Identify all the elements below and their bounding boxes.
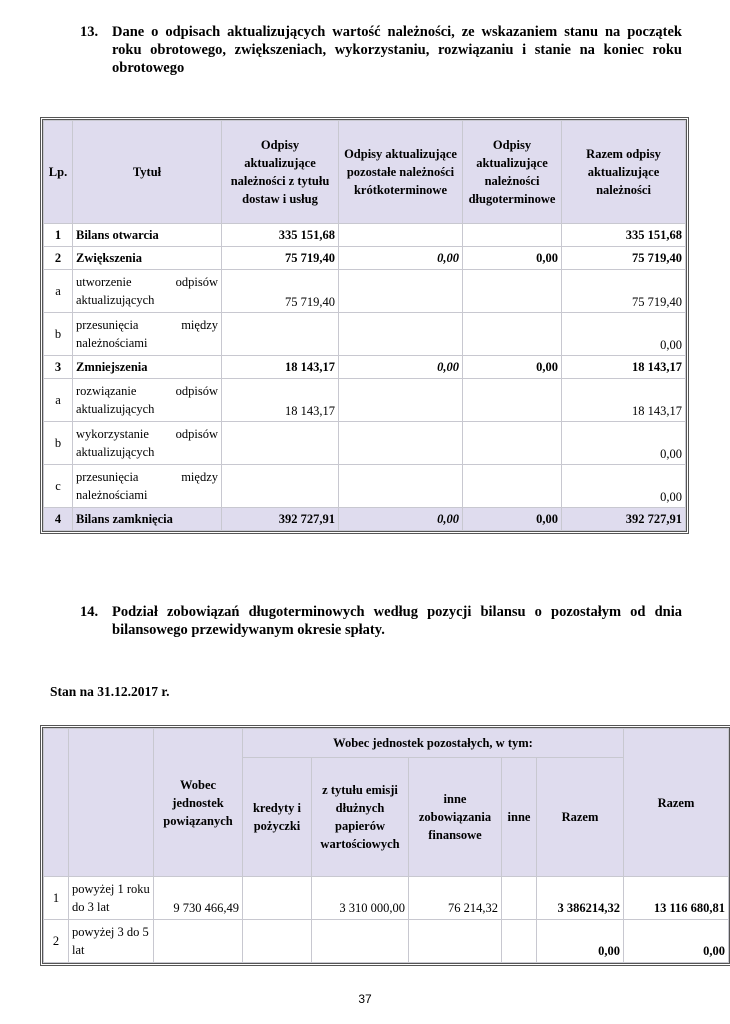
cell-lp: c xyxy=(44,465,73,508)
cell-emisja xyxy=(312,920,409,963)
col-header-razem-group: Razem xyxy=(537,758,624,877)
cell-c4: 75 719,40 xyxy=(562,247,686,270)
cell-lp: 2 xyxy=(44,920,69,963)
long-term-liabilities-table xyxy=(43,728,729,963)
table-row xyxy=(44,247,686,270)
cell-c4: 18 143,17 xyxy=(562,379,686,422)
cell-c4: 0,00 xyxy=(562,422,686,465)
section-13-number: 13. xyxy=(80,24,99,40)
cell-lp: b xyxy=(44,422,73,465)
cell-c4: 75 719,40 xyxy=(562,270,686,313)
cell-c3: 0,00 xyxy=(463,508,562,531)
cell-c2: 0,00 xyxy=(339,247,463,270)
cell-c2 xyxy=(339,270,463,313)
cell-kredyty xyxy=(243,877,312,920)
cell-c2 xyxy=(339,422,463,465)
cell-lp: b xyxy=(44,313,73,356)
cell-c3 xyxy=(463,313,562,356)
cell-c1: 18 143,17 xyxy=(222,356,339,379)
col-header-col4: Razem odpisy aktualizujące należności xyxy=(562,121,686,224)
col-header-group: Wobec jednostek pozostałych, w tym: xyxy=(243,729,624,758)
cell-inne-fin: 76 214,32 xyxy=(409,877,502,920)
cell-c3: 0,00 xyxy=(463,356,562,379)
cell-razem: 13 116 680,81 xyxy=(624,877,729,920)
cell-inne-fin xyxy=(409,920,502,963)
col-header-lp-empty xyxy=(44,729,69,877)
section-14-number: 14. xyxy=(80,604,99,620)
table-row xyxy=(44,920,729,963)
cell-c3 xyxy=(463,224,562,247)
cell-kredyty xyxy=(243,920,312,963)
cell-c2: 0,00 xyxy=(339,356,463,379)
table-header-row xyxy=(44,729,729,758)
table-row xyxy=(44,270,686,313)
col-header-col2: Odpisy aktualizujące pozostałe należności krótkoterminowe xyxy=(339,121,463,224)
cell-c1: 75 719,40 xyxy=(222,270,339,313)
cell-c1 xyxy=(222,465,339,508)
cell-c3: 0,00 xyxy=(463,247,562,270)
cell-c1 xyxy=(222,313,339,356)
cell-lp: a xyxy=(44,270,73,313)
cell-c1: 335 151,68 xyxy=(222,224,339,247)
cell-title: przesunięcia między należnościami xyxy=(73,465,222,508)
cell-title: rozwiązanie odpisów aktualizujących xyxy=(73,379,222,422)
col-header-razem: Razem xyxy=(624,729,729,877)
cell-razem: 0,00 xyxy=(624,920,729,963)
table-row xyxy=(44,422,686,465)
cell-c3 xyxy=(463,379,562,422)
cell-lp: a xyxy=(44,379,73,422)
col-header-emisja: z tytułu emisji dłużnych papierów wartościowych xyxy=(312,758,409,877)
receivables-writedown-table xyxy=(43,120,686,531)
table-row xyxy=(44,379,686,422)
cell-c2 xyxy=(339,379,463,422)
cell-c2 xyxy=(339,313,463,356)
col-header-col3: Odpisy aktualizujące należności długoterminowe xyxy=(463,121,562,224)
cell-c1 xyxy=(222,422,339,465)
cell-title: wykorzystanie odpisów aktualizujących xyxy=(73,422,222,465)
cell-c4: 335 151,68 xyxy=(562,224,686,247)
cell-title: utworzenie odpisów aktualizujących xyxy=(73,270,222,313)
cell-inne xyxy=(502,920,537,963)
cell-lp: 4 xyxy=(44,508,73,531)
section-14-title: Podział zobowiązań długoterminowych według pozycji bilansu o pozostałym od dnia bilansowego przewidywanym okresie spłaty. xyxy=(112,604,682,638)
cell-title: Zmniejszenia xyxy=(73,356,222,379)
col-header-lp: Lp. xyxy=(44,121,73,224)
table-row xyxy=(44,224,686,247)
cell-c4: 18 143,17 xyxy=(562,356,686,379)
col-header-powiazanych: Wobec jednostek powiązanych xyxy=(154,729,243,877)
cell-title: Bilans otwarcia xyxy=(73,224,222,247)
section-13-title: Dane o odpisach aktualizujących wartość należności, ze wskazaniem stanu na początek roku obrotowego, zwiększeniach, wykorzystaniu, rozwiązaniu i stanie na koniec roku obrotowego xyxy=(112,24,682,76)
cell-lp: 1 xyxy=(44,877,69,920)
balance-date-label: Stan na 31.12.2017 r. xyxy=(50,684,170,699)
table-row xyxy=(44,356,686,379)
col-header-title-empty xyxy=(69,729,154,877)
col-header-col1: Odpisy aktualizujące należności z tytułu dostaw i usług xyxy=(222,121,339,224)
cell-c1: 18 143,17 xyxy=(222,379,339,422)
cell-c2 xyxy=(339,465,463,508)
cell-c4: 0,00 xyxy=(562,313,686,356)
table-header-row xyxy=(44,121,686,224)
page-number: 37 xyxy=(358,992,372,1006)
cell-c1: 392 727,91 xyxy=(222,508,339,531)
cell-c2 xyxy=(339,224,463,247)
cell-c1: 75 719,40 xyxy=(222,247,339,270)
table-row xyxy=(44,465,686,508)
cell-title: Bilans zamknięcia xyxy=(73,508,222,531)
table-row xyxy=(44,877,729,920)
cell-c3 xyxy=(463,465,562,508)
cell-c3 xyxy=(463,270,562,313)
cell-title: powyżej 3 do 5 lat xyxy=(69,920,154,963)
cell-emisja: 3 310 000,00 xyxy=(312,877,409,920)
cell-c4: 392 727,91 xyxy=(562,508,686,531)
cell-razem-group: 3 386214,32 xyxy=(537,877,624,920)
cell-c3 xyxy=(463,422,562,465)
cell-lp: 2 xyxy=(44,247,73,270)
cell-title: Zwiększenia xyxy=(73,247,222,270)
cell-c4: 0,00 xyxy=(562,465,686,508)
cell-title: przesunięcia między należnościami xyxy=(73,313,222,356)
col-header-inne-fin: inne zobowiązania finansowe xyxy=(409,758,502,877)
col-header-tytul: Tytuł xyxy=(73,121,222,224)
cell-lp: 1 xyxy=(44,224,73,247)
table-row xyxy=(44,313,686,356)
cell-c2: 0,00 xyxy=(339,508,463,531)
col-header-kredyty: kredyty i pożyczki xyxy=(243,758,312,877)
cell-lp: 3 xyxy=(44,356,73,379)
table-row-total xyxy=(44,508,686,531)
col-header-inne: inne xyxy=(502,758,537,877)
cell-powiazanych: 9 730 466,49 xyxy=(154,877,243,920)
cell-powiazanych xyxy=(154,920,243,963)
cell-title: powyżej 1 roku do 3 lat xyxy=(69,877,154,920)
cell-razem-group: 0,00 xyxy=(537,920,624,963)
cell-inne xyxy=(502,877,537,920)
